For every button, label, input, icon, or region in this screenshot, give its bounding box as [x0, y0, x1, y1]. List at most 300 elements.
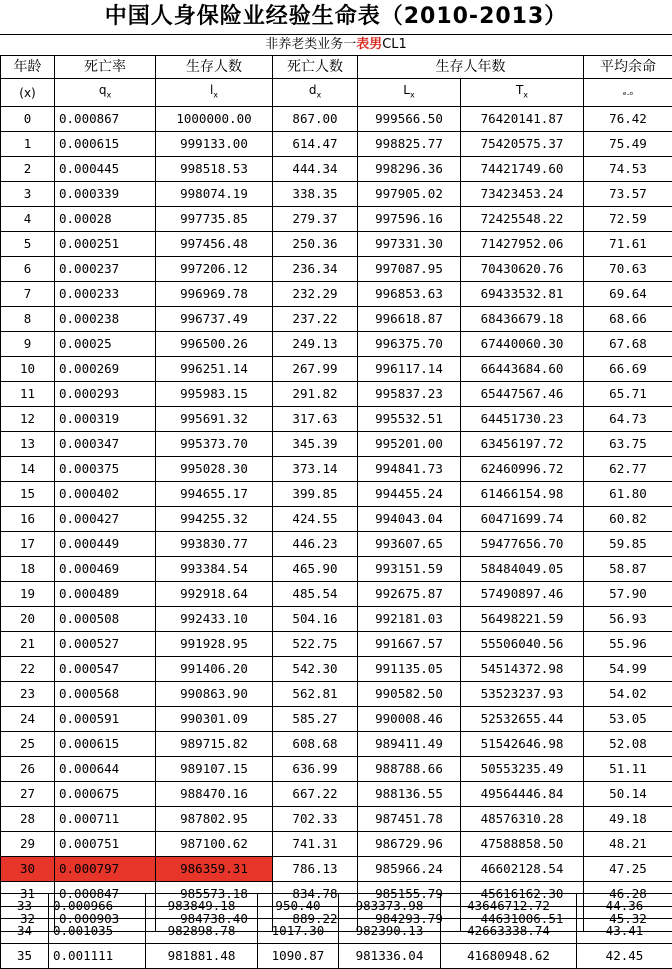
cell-Lx: 997331.30 [358, 232, 461, 257]
table-row [1, 944, 672, 969]
page-subtitle [0, 34, 672, 55]
cell-mortality-rate: 0.000527 [55, 632, 156, 657]
cell-deaths: 741.31 [273, 832, 358, 857]
table-row [1, 457, 672, 482]
page-title: 中国人身保险业经验生命表（2010-2013） [0, 0, 672, 34]
cell-Lx: 995201.00 [358, 432, 461, 457]
cell-deaths: 267.99 [273, 357, 358, 382]
cell-survivors: 987802.95 [156, 807, 273, 832]
cell-mortality-rate: 0.000615 [55, 132, 156, 157]
cell-deaths: 950.40 [258, 894, 339, 919]
cell-age: 13 [1, 432, 55, 457]
table-row [1, 557, 672, 582]
cell-age: 31 [1, 882, 55, 907]
cell-deaths: 1017.30 [258, 919, 339, 944]
cell-life-expectancy: 49.18 [584, 807, 672, 832]
table-row [1, 182, 672, 207]
cell-life-expectancy: 42.45 [577, 944, 672, 969]
cell-Lx: 989411.49 [358, 732, 461, 757]
cell-mortality-rate: 0.000339 [55, 182, 156, 207]
cell-Tx: 68436679.18 [461, 307, 584, 332]
cell-life-expectancy: 71.61 [584, 232, 672, 257]
cell-survivors: 993384.54 [156, 557, 273, 582]
cell-age: 28 [1, 807, 55, 832]
life-table-continued [0, 893, 672, 969]
cell-deaths: 702.33 [273, 807, 358, 832]
table-row [1, 682, 672, 707]
cell-life-expectancy: 62.77 [584, 457, 672, 482]
cell-mortality-rate: 0.000445 [55, 157, 156, 182]
cell-Lx: 983373.98 [339, 894, 441, 919]
cell-age: 22 [1, 657, 55, 682]
cell-life-expectancy: 69.64 [584, 282, 672, 307]
table-row [1, 807, 672, 832]
cell-Lx: 993607.65 [358, 532, 461, 557]
cell-life-expectancy: 72.59 [584, 207, 672, 232]
cell-mortality-rate: 0.000427 [55, 507, 156, 532]
table-row [1, 894, 672, 919]
table-row [1, 757, 672, 782]
cell-life-expectancy: 57.90 [584, 582, 672, 607]
table-row [1, 657, 672, 682]
table-row [1, 482, 672, 507]
cell-age: 30 [1, 857, 55, 882]
cell-deaths: 237.22 [273, 307, 358, 332]
cell-survivors: 983849.18 [146, 894, 258, 919]
symbol-T: $T_x$ [461, 79, 584, 107]
cell-Lx: 991135.05 [358, 657, 461, 682]
table-row [1, 357, 672, 382]
cell-life-expectancy: 66.69 [584, 357, 672, 382]
cell-mortality-rate: 0.000867 [55, 107, 156, 132]
cell-Lx: 982390.13 [339, 919, 441, 944]
table-row [1, 782, 672, 807]
cell-Lx: 998825.77 [358, 132, 461, 157]
cell-Lx: 995532.51 [358, 407, 461, 432]
table-row [1, 382, 672, 407]
cell-survivors: 987100.62 [156, 832, 273, 857]
cell-age: 6 [1, 257, 55, 282]
cell-Lx: 996117.14 [358, 357, 461, 382]
cell-survivors: 995691.32 [156, 407, 273, 432]
table-row [1, 707, 672, 732]
cell-survivors: 997206.12 [156, 257, 273, 282]
cell-survivors: 993830.77 [156, 532, 273, 557]
cell-mortality-rate: 0.000568 [55, 682, 156, 707]
cell-age: 16 [1, 507, 55, 532]
cell-survivors: 998074.19 [156, 182, 273, 207]
cell-age: 14 [1, 457, 55, 482]
cell-mortality-rate: 0.000269 [55, 357, 156, 382]
cell-mortality-rate: 0.000966 [49, 894, 146, 919]
cell-mortality-rate: 0.00028 [55, 207, 156, 232]
cell-age: 33 [1, 894, 49, 919]
cell-Lx: 994841.73 [358, 457, 461, 482]
cell-mortality-rate: 0.000347 [55, 432, 156, 457]
cell-mortality-rate: 0.000711 [55, 807, 156, 832]
cell-Tx: 42663338.74 [441, 919, 577, 944]
table-row [1, 632, 672, 657]
cell-survivors: 996969.78 [156, 282, 273, 307]
header-survivors: 生存人数 [156, 56, 273, 79]
cell-Tx: 75420575.37 [461, 132, 584, 157]
cell-Tx: 70430620.76 [461, 257, 584, 282]
cell-deaths: 465.90 [273, 557, 358, 582]
cell-Lx: 991667.57 [358, 632, 461, 657]
cell-deaths: 562.81 [273, 682, 358, 707]
cell-age: 8 [1, 307, 55, 332]
cell-Tx: 67440060.30 [461, 332, 584, 357]
cell-Lx: 981336.04 [339, 944, 441, 969]
cell-life-expectancy: 48.21 [584, 832, 672, 857]
cell-Lx: 996618.87 [358, 307, 461, 332]
cell-life-expectancy: 75.49 [584, 132, 672, 157]
cell-Tx: 51542646.98 [461, 732, 584, 757]
cell-Lx: 990008.46 [358, 707, 461, 732]
cell-Tx: 73423453.24 [461, 182, 584, 207]
cell-age: 20 [1, 607, 55, 632]
cell-age: 29 [1, 832, 55, 857]
symbol-l: $l_x$ [156, 79, 273, 107]
cell-mortality-rate: 0.000233 [55, 282, 156, 307]
cell-age: 26 [1, 757, 55, 782]
cell-Tx: 65447567.46 [461, 382, 584, 407]
cell-Lx: 992675.87 [358, 582, 461, 607]
cell-survivors: 996737.49 [156, 307, 273, 332]
cell-deaths: 250.36 [273, 232, 358, 257]
table-row [1, 582, 672, 607]
cell-mortality-rate: 0.000237 [55, 257, 156, 282]
cell-Tx: 61466154.98 [461, 482, 584, 507]
cell-deaths: 345.39 [273, 432, 358, 457]
cell-life-expectancy: 54.02 [584, 682, 672, 707]
cell-Tx: 43646712.72 [441, 894, 577, 919]
cell-mortality-rate: 0.000469 [55, 557, 156, 582]
subtitle-suffix: CL1 [382, 37, 407, 52]
cell-life-expectancy: 63.75 [584, 432, 672, 457]
cell-survivors: 994655.17 [156, 482, 273, 507]
cell-deaths: 1090.87 [258, 944, 339, 969]
symbol-L: $L_x$ [358, 79, 461, 107]
cell-Lx: 998296.36 [358, 157, 461, 182]
cell-mortality-rate: 0.000847 [55, 882, 156, 907]
cell-life-expectancy: 67.68 [584, 332, 672, 357]
cell-Tx: 54514372.98 [461, 657, 584, 682]
cell-survivors: 996500.26 [156, 332, 273, 357]
cell-life-expectancy: 68.66 [584, 307, 672, 332]
cell-survivors: 994255.32 [156, 507, 273, 532]
cell-life-expectancy: 47.25 [584, 857, 672, 882]
cell-survivors: 990301.09 [156, 707, 273, 732]
cell-deaths: 399.85 [273, 482, 358, 507]
cell-deaths: 236.34 [273, 257, 358, 282]
table-row [1, 607, 672, 632]
cell-mortality-rate: 0.000319 [55, 407, 156, 432]
cell-Lx: 995837.23 [358, 382, 461, 407]
cell-age: 15 [1, 482, 55, 507]
table-row [1, 432, 672, 457]
cell-deaths: 786.13 [273, 857, 358, 882]
cell-survivors: 989715.82 [156, 732, 273, 757]
cell-survivors: 995373.70 [156, 432, 273, 457]
cell-survivors: 981881.48 [146, 944, 258, 969]
cell-deaths: 889.22 [273, 907, 358, 932]
table-row [1, 507, 672, 532]
cell-mortality-rate: 0.000644 [55, 757, 156, 782]
cell-age: 18 [1, 557, 55, 582]
cell-survivors: 999133.00 [156, 132, 273, 157]
cell-Lx: 997596.16 [358, 207, 461, 232]
cell-deaths: 522.75 [273, 632, 358, 657]
cell-Tx: 60471699.74 [461, 507, 584, 532]
cell-age: 5 [1, 232, 55, 257]
table-row [1, 732, 672, 757]
header-life-expectancy: 平均余命 [584, 56, 672, 79]
table-row [1, 532, 672, 557]
cell-deaths: 446.23 [273, 532, 358, 557]
table-row [1, 332, 672, 357]
cell-survivors: 984738.40 [156, 907, 273, 932]
cell-deaths: 504.16 [273, 607, 358, 632]
cell-life-expectancy: 50.14 [584, 782, 672, 807]
cell-deaths: 232.29 [273, 282, 358, 307]
header-row [1, 56, 672, 79]
cell-life-expectancy: 52.08 [584, 732, 672, 757]
table-row [1, 832, 672, 857]
cell-mortality-rate: 0.000238 [55, 307, 156, 332]
cell-life-expectancy: 53.05 [584, 707, 672, 732]
cell-Lx: 988136.55 [358, 782, 461, 807]
cell-mortality-rate: 0.000675 [55, 782, 156, 807]
table-row [1, 132, 672, 157]
cell-life-expectancy: 65.71 [584, 382, 672, 407]
cell-mortality-rate: 0.001111 [49, 944, 146, 969]
symbol-e: ₑ.ₒ [584, 79, 672, 107]
cell-survivors: 982898.78 [146, 919, 258, 944]
cell-Tx: 63456197.72 [461, 432, 584, 457]
cell-deaths: 424.55 [273, 507, 358, 532]
cell-survivors: 997735.85 [156, 207, 273, 232]
cell-life-expectancy: 59.85 [584, 532, 672, 557]
cell-age: 23 [1, 682, 55, 707]
cell-survivors: 996251.14 [156, 357, 273, 382]
cell-mortality-rate: 0.000508 [55, 607, 156, 632]
cell-deaths: 338.35 [273, 182, 358, 207]
cell-life-expectancy: 51.11 [584, 757, 672, 782]
cell-Tx: 74421749.60 [461, 157, 584, 182]
cell-Lx: 984293.79 [358, 907, 461, 932]
cell-deaths: 249.13 [273, 332, 358, 357]
cell-deaths: 636.99 [273, 757, 358, 782]
subtitle-highlight: 表男 [356, 37, 382, 52]
cell-mortality-rate: 0.000751 [55, 832, 156, 857]
cell-life-expectancy: 58.87 [584, 557, 672, 582]
cell-deaths: 608.68 [273, 732, 358, 757]
cell-life-expectancy: 61.80 [584, 482, 672, 507]
cell-Lx: 985155.79 [358, 882, 461, 907]
cell-Tx: 69433532.81 [461, 282, 584, 307]
cell-Tx: 59477656.70 [461, 532, 584, 557]
cell-age: 27 [1, 782, 55, 807]
symbol-d: $d_x$ [273, 79, 358, 107]
header-deaths: 死亡人数 [273, 56, 358, 79]
cell-age: 11 [1, 382, 55, 407]
cell-Tx: 57490897.46 [461, 582, 584, 607]
symbol-age: (x) [1, 79, 55, 107]
cell-Lx: 992181.03 [358, 607, 461, 632]
cell-Tx: 47588858.50 [461, 832, 584, 857]
cell-Tx: 46602128.54 [461, 857, 584, 882]
cell-Lx: 994455.24 [358, 482, 461, 507]
cell-mortality-rate: 0.000615 [55, 732, 156, 757]
cell-mortality-rate: 0.000489 [55, 582, 156, 607]
cell-mortality-rate: 0.000402 [55, 482, 156, 507]
table-row [1, 107, 672, 132]
table-row [1, 919, 672, 944]
cell-Lx: 990582.50 [358, 682, 461, 707]
subtitle-prefix: 非养老类业务一 [265, 37, 356, 52]
cell-mortality-rate: 0.000449 [55, 532, 156, 557]
cell-deaths: 291.82 [273, 382, 358, 407]
header-mortality-rate: 死亡率 [55, 56, 156, 79]
cell-survivors: 992918.64 [156, 582, 273, 607]
cell-Lx: 986729.96 [358, 832, 461, 857]
cell-mortality-rate: 0.000797 [55, 857, 156, 882]
cell-survivors: 988470.16 [156, 782, 273, 807]
cell-mortality-rate: 0.000375 [55, 457, 156, 482]
cell-Tx: 76420141.87 [461, 107, 584, 132]
cell-Tx: 71427952.06 [461, 232, 584, 257]
cell-survivors: 995028.30 [156, 457, 273, 482]
cell-deaths: 834.78 [273, 882, 358, 907]
cell-age: 1 [1, 132, 55, 157]
cell-Tx: 49564446.84 [461, 782, 584, 807]
cell-Lx: 997905.02 [358, 182, 461, 207]
cell-life-expectancy: 76.42 [584, 107, 672, 132]
cell-survivors: 985573.18 [156, 882, 273, 907]
cell-Tx: 53523237.93 [461, 682, 584, 707]
cell-Tx: 45616162.30 [461, 882, 584, 907]
cell-survivors: 992433.10 [156, 607, 273, 632]
symbol-row [1, 79, 672, 107]
cell-Lx: 999566.50 [358, 107, 461, 132]
cell-deaths: 585.27 [273, 707, 358, 732]
cell-deaths: 614.47 [273, 132, 358, 157]
cell-age: 0 [1, 107, 55, 132]
cell-Tx: 64451730.23 [461, 407, 584, 432]
table-row [1, 282, 672, 307]
cell-deaths: 279.37 [273, 207, 358, 232]
cell-Tx: 55506040.56 [461, 632, 584, 657]
cell-age: 21 [1, 632, 55, 657]
cell-age: 24 [1, 707, 55, 732]
cell-Lx: 996853.63 [358, 282, 461, 307]
cell-life-expectancy: 70.63 [584, 257, 672, 282]
cell-Tx: 52532655.44 [461, 707, 584, 732]
cell-Tx: 44631006.51 [461, 907, 584, 932]
cell-Tx: 41680948.62 [441, 944, 577, 969]
cell-deaths: 444.34 [273, 157, 358, 182]
cell-Lx: 993151.59 [358, 557, 461, 582]
cell-mortality-rate: 0.00025 [55, 332, 156, 357]
cell-mortality-rate: 0.000293 [55, 382, 156, 407]
cell-survivors: 998518.53 [156, 157, 273, 182]
cell-life-expectancy: 54.99 [584, 657, 672, 682]
cell-deaths: 542.30 [273, 657, 358, 682]
header-person-years: 生存人年数 [358, 56, 584, 79]
cell-life-expectancy: 74.53 [584, 157, 672, 182]
cell-age: 12 [1, 407, 55, 432]
cell-Tx: 66443684.60 [461, 357, 584, 382]
cell-age: 17 [1, 532, 55, 557]
cell-life-expectancy: 43.41 [577, 919, 672, 944]
table-row [1, 407, 672, 432]
cell-survivors: 990863.90 [156, 682, 273, 707]
symbol-q: $q_x$ [55, 79, 156, 107]
cell-age: 25 [1, 732, 55, 757]
cell-age: 3 [1, 182, 55, 207]
cell-Lx: 997087.95 [358, 257, 461, 282]
cell-age: 7 [1, 282, 55, 307]
cell-life-expectancy: 44.36 [577, 894, 672, 919]
table-row [1, 157, 672, 182]
cell-age: 35 [1, 944, 49, 969]
cell-age: 9 [1, 332, 55, 357]
cell-survivors: 991406.20 [156, 657, 273, 682]
cell-survivors: 995983.15 [156, 382, 273, 407]
cell-Lx: 988788.66 [358, 757, 461, 782]
cell-age: 2 [1, 157, 55, 182]
table-row [1, 307, 672, 332]
cell-life-expectancy: 45.32 [584, 907, 672, 932]
table-row [1, 257, 672, 282]
table-row [1, 232, 672, 257]
cell-age: 19 [1, 582, 55, 607]
cell-deaths: 373.14 [273, 457, 358, 482]
cell-Lx: 994043.04 [358, 507, 461, 532]
cell-Lx: 985966.24 [358, 857, 461, 882]
cell-Tx: 72425548.22 [461, 207, 584, 232]
cell-age: 32 [1, 907, 55, 932]
cell-deaths: 317.63 [273, 407, 358, 432]
cell-age: 10 [1, 357, 55, 382]
table-row [1, 857, 672, 882]
cell-age: 4 [1, 207, 55, 232]
cell-Tx: 56498221.59 [461, 607, 584, 632]
cell-survivors: 989107.15 [156, 757, 273, 782]
cell-Lx: 996375.70 [358, 332, 461, 357]
life-table [0, 55, 672, 932]
cell-mortality-rate: 0.000251 [55, 232, 156, 257]
cell-life-expectancy: 55.96 [584, 632, 672, 657]
cell-Tx: 62460996.72 [461, 457, 584, 482]
header-age: 年龄 [1, 56, 55, 79]
cell-Tx: 48576310.28 [461, 807, 584, 832]
cell-Tx: 58484049.05 [461, 557, 584, 582]
cell-life-expectancy: 60.82 [584, 507, 672, 532]
cell-mortality-rate: 0.001035 [49, 919, 146, 944]
cell-mortality-rate: 0.000591 [55, 707, 156, 732]
cell-Tx: 50553235.49 [461, 757, 584, 782]
cell-survivors: 1000000.00 [156, 107, 273, 132]
table-row [1, 207, 672, 232]
cell-life-expectancy: 73.57 [584, 182, 672, 207]
cell-survivors: 991928.95 [156, 632, 273, 657]
cell-survivors: 997456.48 [156, 232, 273, 257]
cell-life-expectancy: 46.28 [584, 882, 672, 907]
cell-mortality-rate: 0.000903 [55, 907, 156, 932]
cell-life-expectancy: 64.73 [584, 407, 672, 432]
